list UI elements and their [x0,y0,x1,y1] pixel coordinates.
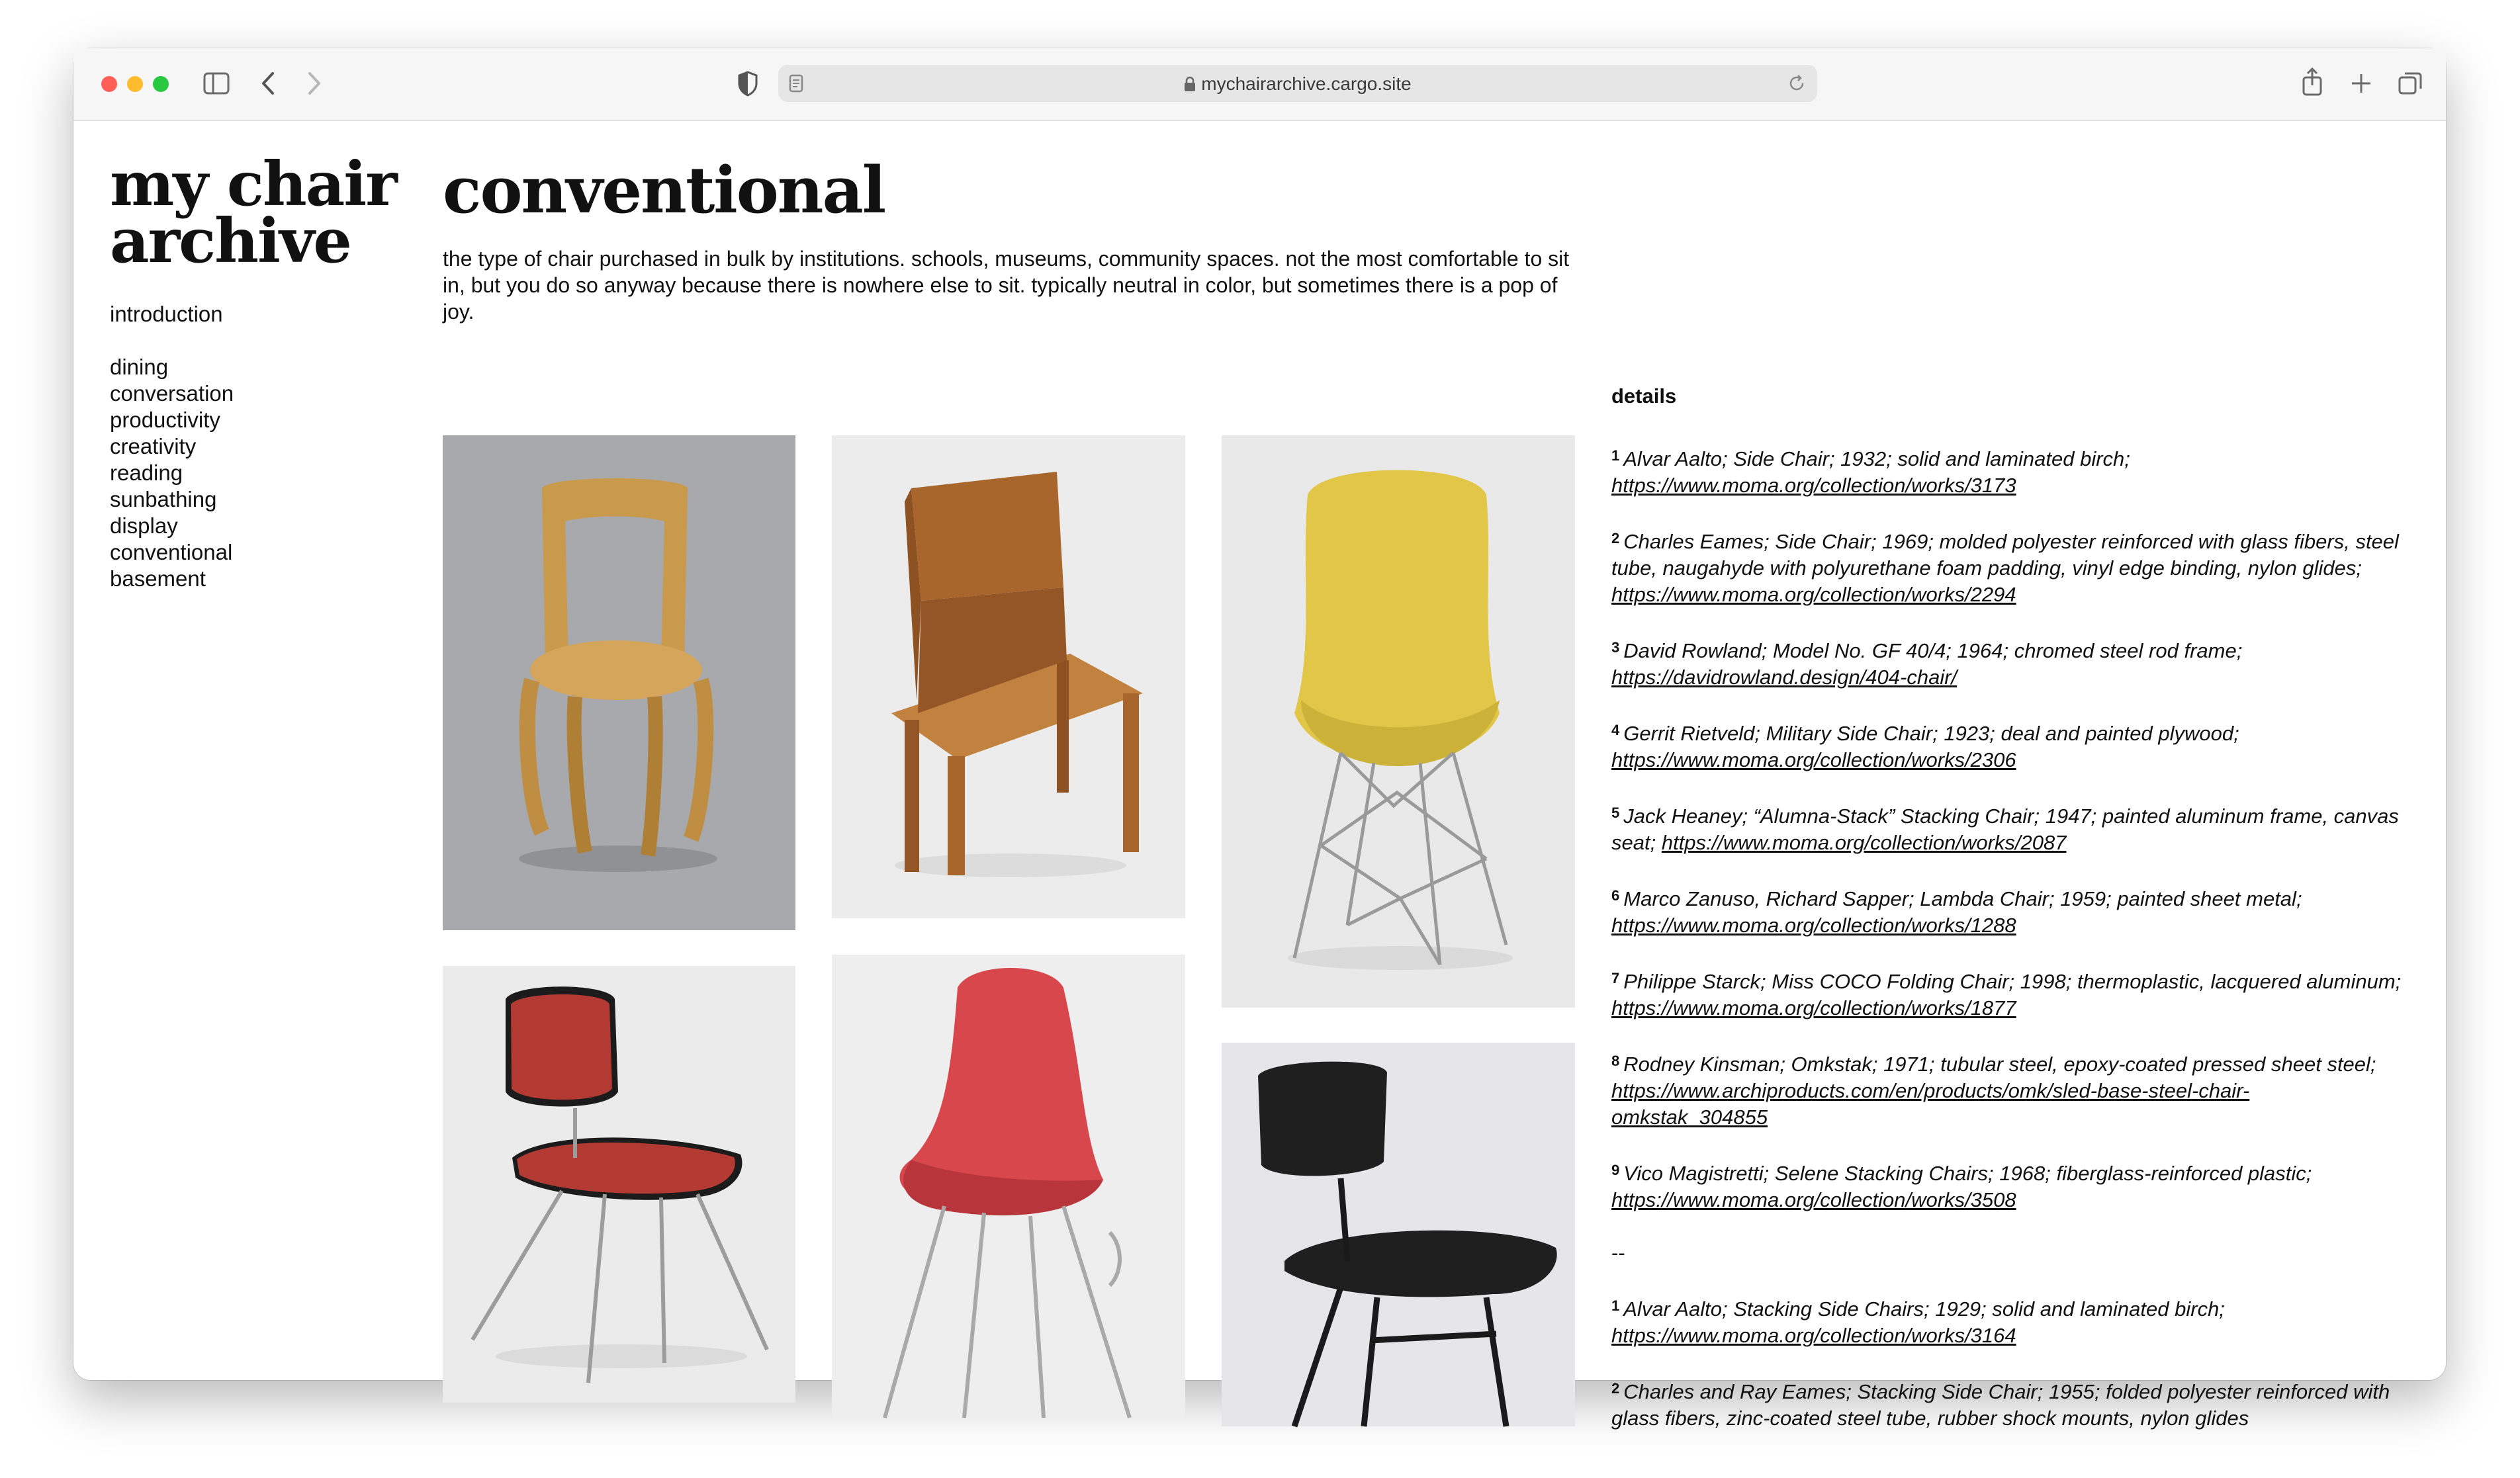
detail-number: 2 [1611,1380,1620,1397]
detail-number: 8 [1611,1053,1620,1069]
nav-conventional[interactable]: conventional [110,540,233,564]
detail-link[interactable]: https://www.moma.org/collection/works/2306 [1611,748,2016,771]
detail-entry [1611,965,2406,1022]
detail-entry [1611,1293,2406,1349]
browser-window [73,48,2446,1430]
detail-entry [1611,634,2406,691]
forward-icon[interactable] [306,71,322,96]
nav-basement[interactable]: basement [110,566,206,591]
detail-link[interactable]: https://www.moma.org/collection/works/3164 [1611,1324,2016,1347]
detail-link[interactable]: https://www.moma.org/collection/works/2294 [1611,583,2016,606]
detail-text: Jack Heaney; “Alumna-Stack” Stacking Chair; 1947; painted aluminum frame, canvas seat; [1611,804,2399,854]
detail-entry [1611,443,2406,499]
detail-number: 1 [1611,447,1620,464]
page-title: conventional [443,153,885,228]
sidebar-icon[interactable] [203,72,230,95]
detail-link[interactable]: https://www.moma.org/collection/works/2087 [1661,831,2067,854]
detail-number: 5 [1611,804,1620,821]
nav-creativity[interactable]: creativity [110,434,197,458]
detail-number: 7 [1611,970,1620,986]
wooden-stacking-chair-image[interactable] [832,435,1185,918]
detail-number: 4 [1611,722,1620,738]
detail-number: 1 [1611,1297,1620,1314]
detail-link[interactable]: https://www.moma.org/collection/works/3173 [1611,474,2016,497]
detail-link[interactable]: https://davidrowland.design/404-chair/ [1611,666,1958,689]
nav-dining[interactable]: dining [110,355,169,379]
nav-conversation[interactable]: conversation [110,381,234,406]
bentwood-birch-chair-image[interactable] [443,435,795,930]
details-panel [1611,383,2406,1458]
page-description: the type of chair purchased in bulk by institutions. schools, museums, community spaces. not the most comfortable to sit in, but you do so anyway because there is nowhere else to sit. typically neutral in color, but sometimes there is a pop of joy. [443,247,1570,324]
reload-icon[interactable] [1787,73,1807,93]
details-separator: -- [1611,1241,1625,1264]
detail-link[interactable]: https://www.moma.org/collection/works/1288 [1611,914,2016,937]
detail-text: Alvar Aalto; Stacking Side Chairs; 1929; solid and laminated birch; [1623,1297,2225,1321]
detail-entry [1611,1157,2406,1213]
nav-productivity[interactable]: productivity [110,408,220,432]
shield-icon[interactable] [737,70,758,97]
site-title-line1: my chair [110,148,396,220]
nav-reading[interactable]: reading [110,460,183,485]
black-plywood-chair-image[interactable] [1222,1043,1575,1426]
site-nav [110,301,234,592]
detail-link[interactable]: https://www.moma.org/collection/works/1877 [1611,996,2016,1020]
detail-entry [1611,800,2406,856]
detail-text: Gerrit Rietveld; Military Side Chair; 1923; deal and painted plywood; [1623,722,2239,745]
detail-link[interactable]: https://www.archiproducts.com/en/products/omk/sled-base-steel-chair-omkstak_304855 [1611,1079,2250,1129]
detail-number: 6 [1611,887,1620,904]
new-tab-icon[interactable] [2350,72,2372,95]
detail-text: Rodney Kinsman; Omkstak; 1971; tubular steel, epoxy-coated pressed sheet steel; [1623,1053,2376,1076]
browser-toolbar [73,48,2446,121]
detail-entry [1611,883,2406,939]
zoom-window-button[interactable] [153,76,169,92]
site-title[interactable] [110,148,421,277]
detail-text: Charles Eames; Side Chair; 1969; molded polyester reinforced with glass fibers, steel tube, naugahyde with polyurethane foam padding, vinyl edge binding, nylon glides; [1611,530,2399,580]
red-shell-chair-image[interactable] [832,955,1185,1418]
minimize-window-button[interactable] [127,76,143,92]
tabs-overview-icon[interactable] [2398,71,2423,96]
red-upholstered-chair-image[interactable] [443,966,795,1403]
nav-introduction[interactable]: introduction [110,302,223,326]
detail-link[interactable]: https://www.moma.org/collection/works/3508 [1611,1188,2016,1211]
detail-entry [1611,1375,2406,1432]
yellow-shell-chair-image[interactable] [1222,435,1575,1008]
detail-text: David Rowland; Model No. GF 40/4; 1964; chromed steel rod frame; [1623,639,2243,662]
detail-text: Alvar Aalto; Side Chair; 1932; solid and laminated birch; [1623,447,2130,470]
nav-display[interactable]: display [110,513,178,538]
url-label: mychairarchive.cargo.site [1201,73,1412,94]
address-bar[interactable] [778,65,1817,102]
detail-number: 9 [1611,1162,1620,1178]
detail-entry [1611,525,2406,608]
site-title-line2: archive [110,205,351,277]
details-heading: details [1611,384,1677,408]
detail-text: Charles and Ray Eames; Stacking Side Chair; 1955; folded polyester reinforced with glass fibers, zinc-coated steel tube, rubber shock mounts, nylon glides [1611,1380,2390,1430]
detail-text: Marco Zanuso, Richard Sapper; Lambda Chair; 1959; painted sheet metal; [1623,887,2302,910]
nav-sunbathing[interactable]: sunbathing [110,487,217,511]
share-icon[interactable] [2301,67,2323,96]
detail-number: 3 [1611,639,1620,656]
detail-text: Vico Magistretti; Selene Stacking Chairs; 1968; fiberglass-reinforced plastic; [1623,1162,2312,1185]
close-window-button[interactable] [101,76,117,92]
detail-entry [1611,717,2406,773]
back-icon[interactable] [260,71,276,96]
detail-text: Philippe Starck; Miss COCO Folding Chair; 1998; thermoplastic, lacquered aluminum; [1623,970,2402,993]
detail-number: 2 [1611,530,1620,546]
page-content [73,121,2446,1430]
url-text[interactable] [778,73,1817,95]
lock-icon [1184,76,1196,92]
detail-entry [1611,1048,2406,1131]
